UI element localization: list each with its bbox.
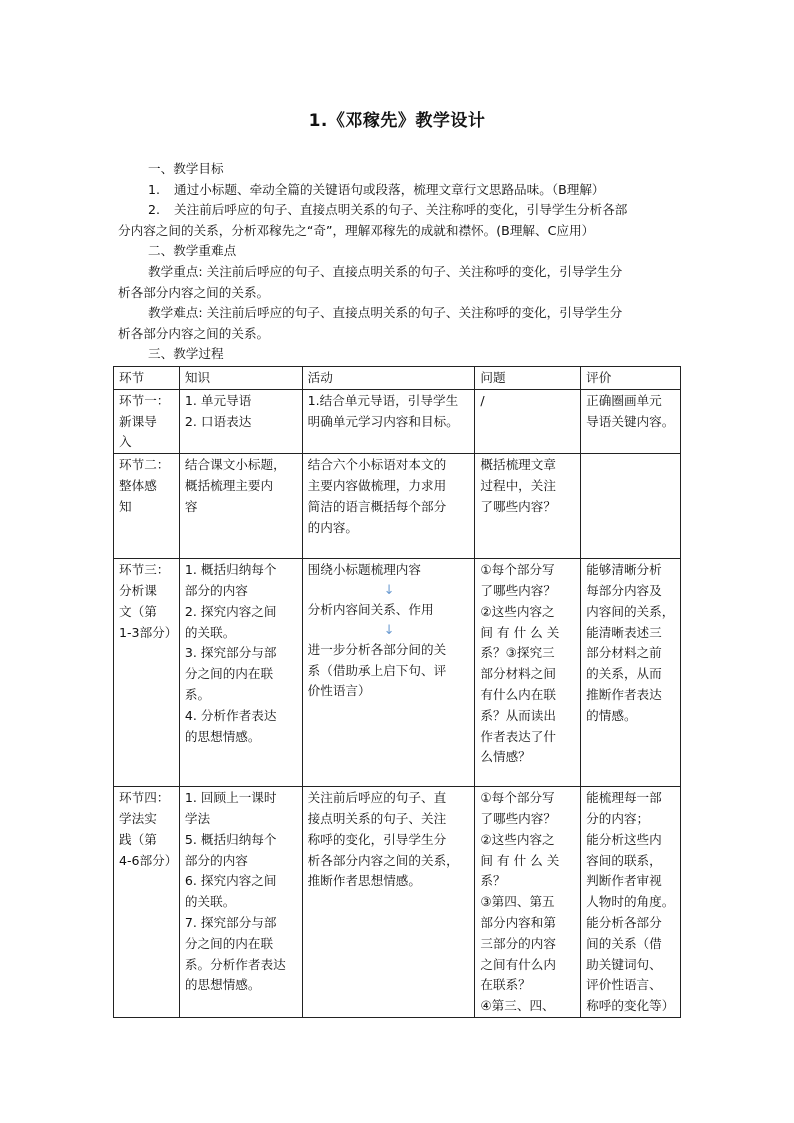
table-row — [114, 454, 681, 559]
question-cell — [475, 559, 581, 787]
cell-text: 关注前后呼应的句子、直 — [307, 790, 447, 806]
difficulty-line-2: 析各部分内容之间的关系。 — [118, 325, 270, 341]
evaluation-cell — [581, 454, 681, 559]
activity-step-1: 围绕小标题梳理内容 — [307, 562, 421, 578]
cell-text: 践（第 — [119, 831, 157, 847]
objectives-section — [118, 159, 678, 365]
activity-cell — [302, 787, 475, 1018]
activity-cell — [302, 454, 475, 559]
cell-text: 2. 探究内容之间 — [184, 603, 277, 619]
cell-text: 的思想情感。 — [184, 977, 261, 993]
cell-text: 了哪些内容？ — [480, 582, 556, 598]
cell-text: 部分的内容 — [184, 852, 248, 868]
cell-text: 的关联。 — [184, 624, 236, 640]
cell-text: 能梳理每一部 — [586, 790, 662, 806]
cell-text: 学法实 — [119, 810, 157, 826]
cell-text: 的关系，从而 — [586, 666, 662, 682]
cell-text: 判断作者审视 — [586, 873, 662, 889]
cell-text: 明确单元学习内容和目标。 — [307, 413, 459, 429]
cell-text: 能够清晰分析 — [586, 562, 662, 578]
cell-text: ①每个部分写 — [480, 562, 555, 578]
header-stage: 环节 — [114, 367, 180, 390]
cell-text: 7. 探究部分与部 — [184, 914, 277, 930]
cell-text: 了哪些内容？ — [480, 810, 556, 826]
down-arrow-icon: ↓ — [383, 622, 395, 638]
cell-text: 1.结合单元导语，引导学生 — [307, 392, 459, 408]
section-heading-keypoints: 二、教学重难点 — [148, 243, 237, 259]
knowledge-cell — [179, 559, 302, 787]
evaluation-cell — [581, 389, 681, 453]
difficulty-line-1: 教学难点: 关注前后呼应的句子、直接点明关系的句子、关注称呼的变化，引导学生分 — [148, 305, 623, 321]
cell-text: 的内容。 — [307, 519, 358, 535]
question-cell — [475, 454, 581, 559]
cell-text: 导语关键内容。 — [586, 413, 675, 429]
cell-text: 间的关系（借 — [586, 935, 662, 951]
question-cell — [475, 389, 581, 453]
cell-text: 系？③探究三 — [480, 645, 555, 661]
stage-cell — [114, 454, 180, 559]
cell-text: 环节四： — [119, 790, 170, 806]
cell-text: 了哪些内容？ — [480, 498, 556, 514]
cell-text: 的思想情感。 — [184, 728, 261, 744]
cell-text: 过程中，关注 — [480, 477, 556, 493]
cell-text: 5. 概括归纳每个 — [184, 831, 277, 847]
knowledge-cell — [179, 787, 302, 1018]
cell-text: 1. 回顾上一课时 — [184, 790, 277, 806]
objective-item-1 — [118, 180, 678, 201]
cell-text: 系？ — [480, 873, 506, 889]
cell-text: 助关键词句、 — [586, 956, 662, 972]
cell-text: 推断作者思想情感。 — [307, 873, 421, 889]
cell-text: 文（第 — [119, 603, 157, 619]
evaluation-cell — [581, 559, 681, 787]
cell-text: 接点明关系的句子、关注 — [307, 810, 447, 826]
cell-text: 系。 — [184, 686, 211, 702]
cell-text: 析各部分内容之间的关系， — [307, 852, 459, 868]
cell-text: 么情感？ — [480, 749, 531, 765]
table-row — [114, 389, 681, 453]
cell-text: / — [480, 392, 485, 408]
table-header-row — [114, 367, 681, 390]
header-question: 问题 — [475, 367, 581, 390]
cell-text: 分的内容； — [586, 810, 650, 826]
cell-text: ①每个部分写 — [480, 790, 555, 806]
cell-text: 三部分的内容 — [480, 935, 556, 951]
down-arrow-icon: ↓ — [383, 582, 395, 598]
objective-number: 2. — [148, 202, 161, 218]
activity-step-3: 进一步分析各部分间的关 — [307, 641, 447, 657]
cell-text: 价性语言） — [307, 683, 371, 699]
cell-text: 4. 分析作者表达 — [184, 707, 277, 723]
header-knowledge: 知识 — [179, 367, 302, 390]
objective-item-2-cont: 分内容之间的关系，分析邓稼先之“奇”，理解邓稼先的成就和襟怀。(B理解、C应用） — [118, 222, 595, 238]
document-title: 1.《邓稼先》教学设计 — [308, 111, 486, 131]
cell-text: 称呼的变化，引导学生分 — [307, 831, 447, 847]
cell-text: 作者表达了什 — [480, 728, 556, 744]
cell-text: 新课导 — [119, 413, 157, 429]
cell-text: 的关联。 — [184, 894, 236, 910]
cell-text: 有什么内在联 — [480, 686, 556, 702]
section-heading-objectives: 一、教学目标 — [148, 161, 224, 176]
cell-text: 容间的联系， — [586, 852, 662, 868]
cell-text: 概括梳理文章 — [480, 457, 556, 473]
cell-text: 在联系？ — [480, 977, 531, 993]
cell-text: 系？从而读出 — [480, 707, 556, 723]
cell-text: 能分析各部分 — [586, 914, 662, 930]
objective-text: 关注前后呼应的句子、直接点明关系的句子、关注称呼的变化，引导学生分析各部 — [174, 202, 628, 218]
table-row — [114, 559, 681, 787]
cell-text: ②这些内容之 — [480, 831, 555, 847]
cell-text: 3. 探究部分与部 — [184, 645, 277, 661]
activity-cell — [302, 559, 475, 787]
header-activity: 活动 — [302, 367, 475, 390]
cell-text: 入 — [119, 434, 132, 450]
cell-text: 1. 概括归纳每个 — [184, 562, 277, 578]
cell-text: 能分析这些内 — [586, 831, 662, 847]
question-cell — [475, 787, 581, 1018]
cell-text: 简洁的语言概括每个部分 — [307, 498, 447, 514]
cell-text: 6. 探究内容之间 — [184, 873, 277, 889]
cell-text: 4-6部分） — [119, 852, 178, 868]
cell-text: 的情感。 — [586, 707, 637, 723]
objective-text: 通过小标题、牵动全篇的关键语句或段落，梳理文章行文思路品味。（B理解） — [174, 181, 605, 197]
cell-text: ④第三、四、 — [480, 998, 555, 1014]
cell-text: 能清晰表述三 — [586, 624, 662, 640]
knowledge-cell — [179, 454, 302, 559]
header-evaluation: 评价 — [581, 367, 681, 390]
cell-text: 分之间的内在联 — [184, 935, 274, 951]
objective-number: 1. — [148, 181, 161, 197]
cell-text: 概括梳理主要内 — [184, 477, 274, 493]
evaluation-cell — [581, 787, 681, 1018]
cell-text: 系（借助承上启下句、评 — [307, 662, 447, 678]
cell-text: 人物时的角度。 — [586, 894, 675, 910]
cell-text: 之间有什么内 — [480, 956, 556, 972]
cell-text: 内容间的关系， — [586, 603, 675, 619]
cell-text: 容 — [184, 498, 198, 514]
cell-text: 部分的内容 — [184, 582, 248, 598]
cell-text: 间 有 什 么 关 — [480, 852, 560, 868]
cell-text: 部分材料之间 — [480, 666, 556, 682]
cell-text: 2. 口语表达 — [184, 413, 252, 429]
cell-text: 结合课文小标题， — [184, 457, 286, 473]
cell-text: 系。分析作者表达 — [184, 956, 286, 972]
cell-text: 环节三： — [119, 562, 170, 578]
cell-text: 称呼的变化等） — [586, 998, 675, 1014]
objective-item-2 — [118, 200, 678, 221]
activity-step-2: 分析内容间关系、作用 — [307, 601, 434, 617]
cell-text: 整体感 — [119, 477, 157, 493]
cell-text: 分析课 — [119, 582, 157, 598]
cell-text: 1-3部分） — [119, 624, 178, 640]
cell-text: 部分内容和第 — [480, 914, 556, 930]
section-heading-process: 三、教学过程 — [148, 346, 224, 362]
cell-text: 主要内容做梳理，力求用 — [307, 477, 447, 493]
cell-text: 间 有 什 么 关 — [480, 624, 560, 640]
cell-text: 环节一： — [119, 392, 170, 408]
knowledge-cell — [179, 389, 302, 453]
key-point-line-2: 析各部分内容之间的关系。 — [118, 284, 270, 300]
table-row — [114, 787, 681, 1018]
cell-text: 分之间的内在联 — [184, 666, 274, 682]
cell-text: 学法 — [184, 810, 211, 826]
cell-text: 推断作者表达 — [586, 686, 662, 702]
stage-cell — [114, 389, 180, 453]
cell-text: 正确圈画单元 — [586, 392, 662, 408]
cell-text: ②这些内容之 — [480, 603, 555, 619]
stage-cell — [114, 787, 180, 1018]
cell-text: 1. 单元导语 — [184, 392, 252, 408]
cell-text: 环节二： — [119, 457, 170, 473]
cell-text: 评价性语言、 — [586, 977, 662, 993]
stage-cell — [114, 559, 180, 787]
teaching-process-table — [113, 366, 681, 1018]
cell-text: 知 — [119, 498, 132, 514]
cell-text: ③第四、第五 — [480, 894, 555, 910]
cell-text: 部分材料之前 — [586, 645, 662, 661]
cell-text: 结合六个小标语对本文的 — [307, 457, 447, 473]
activity-cell — [302, 389, 475, 453]
cell-text: 每部分内容及 — [586, 582, 662, 598]
key-point-line-1: 教学重点: 关注前后呼应的句子、直接点明关系的句子、关注称呼的变化，引导学生分 — [148, 263, 623, 279]
